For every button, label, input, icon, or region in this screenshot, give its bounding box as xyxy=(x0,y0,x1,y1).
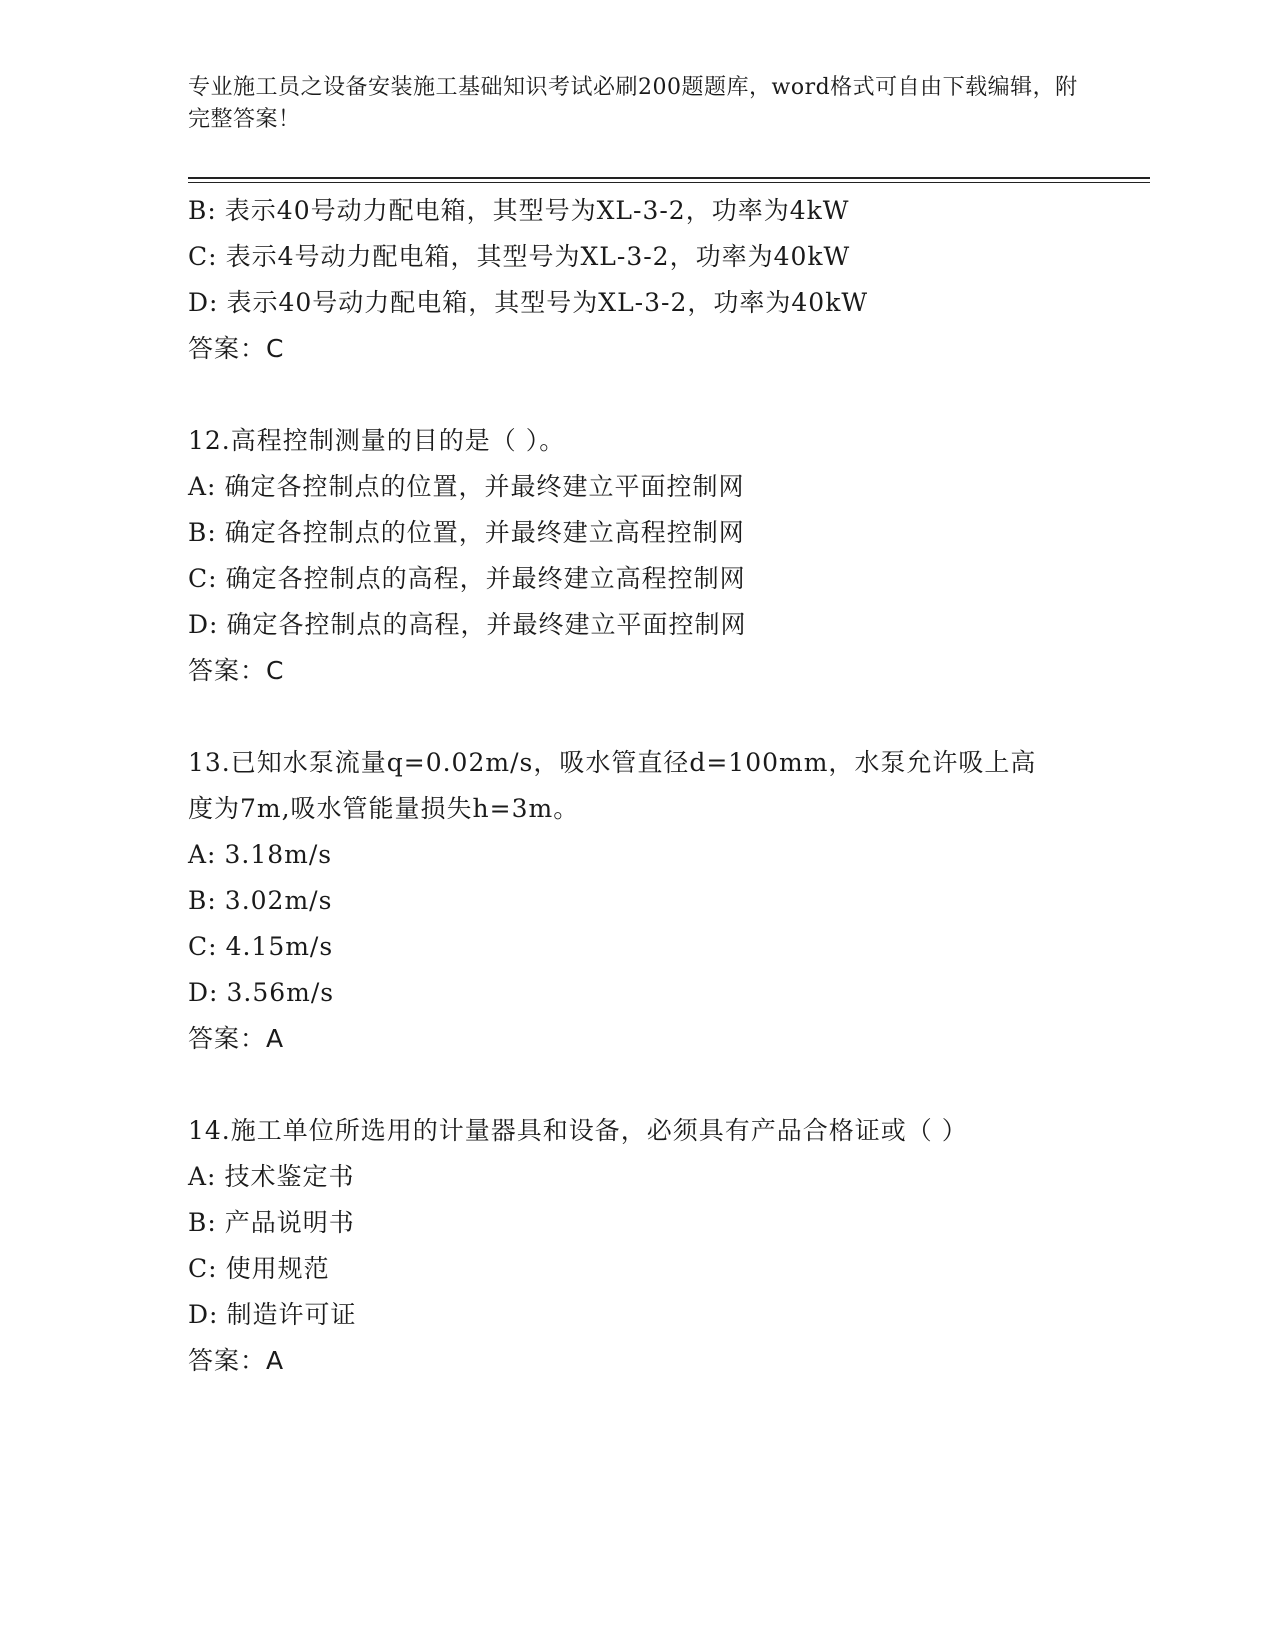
option-c: C: 确定各控制点的高程，并最终建立高程控制网 xyxy=(188,564,746,593)
option-d: D: 3.56m/s xyxy=(188,978,335,1007)
option-b: B: 3.02m/s xyxy=(188,886,333,915)
header-divider-thin xyxy=(188,182,1150,183)
option-b: B: 表示40号动力配电箱，其型号为XL-3-2，功率为4kW xyxy=(188,196,850,225)
document-header-title: 专业施工员之设备安装施工基础知识考试必刷200题题库，word格式可自由下载编辑，附完整答案！ xyxy=(188,75,1078,132)
answer-line: 答案：C xyxy=(188,656,285,685)
header-divider-thick xyxy=(188,177,1150,179)
question-text: 12.高程控制测量的目的是（ ）。 xyxy=(188,426,566,455)
option-a: A: 技术鉴定书 xyxy=(188,1162,355,1191)
answer-line: 答案：C xyxy=(188,334,285,363)
option-b: B: 产品说明书 xyxy=(188,1208,355,1237)
option-d: D: 确定各控制点的高程，并最终建立平面控制网 xyxy=(188,610,747,639)
question-block xyxy=(188,188,1148,372)
question-block xyxy=(188,418,1148,694)
question-text: 13.已知水泵流量q=0.02m/s，吸水管直径d=100mm，水泵允许吸上高度为7m,吸水管能量损失h=3m。 xyxy=(188,748,1037,823)
option-a: A: 确定各控制点的位置，并最终建立平面控制网 xyxy=(188,472,745,501)
answer-line: 答案：A xyxy=(188,1024,285,1053)
option-c: C: 4.15m/s xyxy=(188,932,334,961)
question-list xyxy=(188,188,1148,1384)
question-block xyxy=(188,1108,1148,1384)
question-block xyxy=(188,740,1148,1062)
answer-line: 答案：A xyxy=(188,1346,285,1375)
spacer xyxy=(188,372,1148,418)
option-d: D: 表示40号动力配电箱，其型号为XL-3-2，功率为40kW xyxy=(188,288,869,317)
option-c: C: 表示4号动力配电箱，其型号为XL-3-2，功率为40kW xyxy=(188,242,851,271)
option-a: A: 3.18m/s xyxy=(188,840,333,869)
question-text: 14.施工单位所选用的计量器具和设备，必须具有产品合格证或（ ） xyxy=(188,1116,968,1145)
option-d: D: 制造许可证 xyxy=(188,1300,357,1329)
option-c: C: 使用规范 xyxy=(188,1254,330,1283)
spacer xyxy=(188,1062,1148,1108)
option-b: B: 确定各控制点的位置，并最终建立高程控制网 xyxy=(188,518,745,547)
spacer xyxy=(188,694,1148,740)
